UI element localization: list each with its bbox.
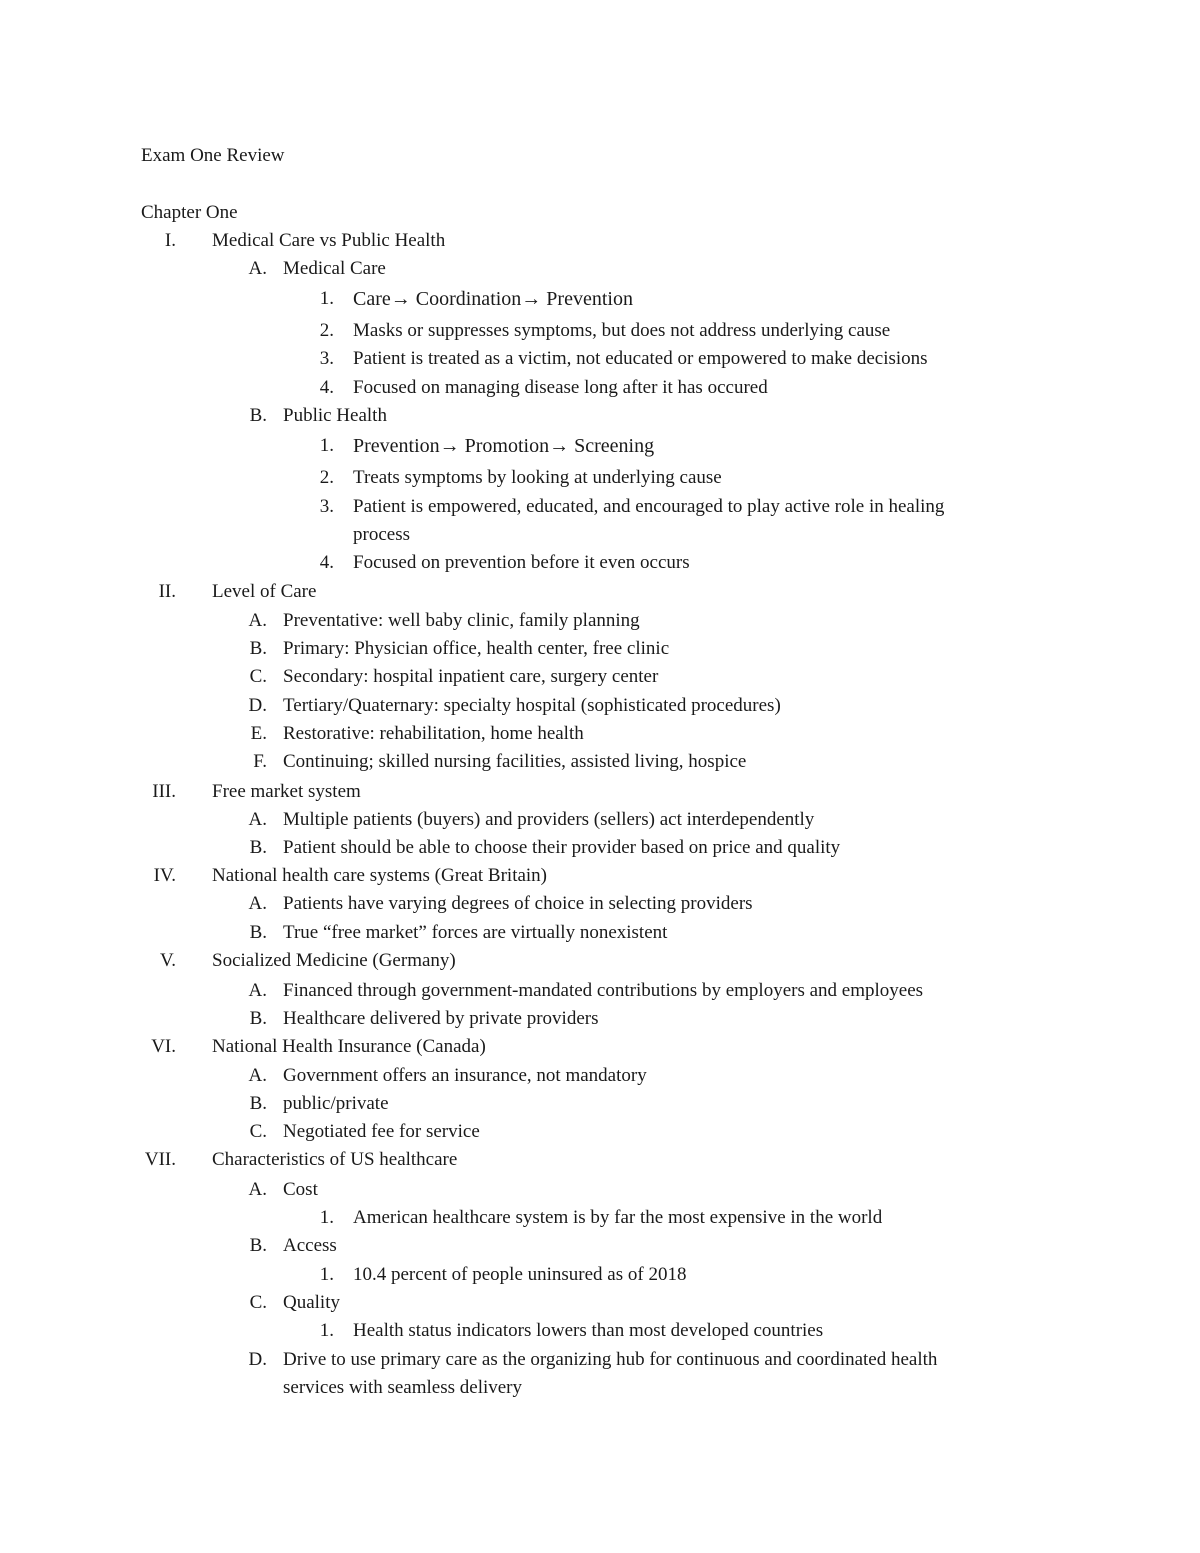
section-marker: VII. <box>144 1149 176 1170</box>
item-marker: 1. <box>319 435 334 456</box>
subsection-marker: C. <box>249 1292 267 1313</box>
list-item: Patient is treated as a victim, not educated or empowered to make decisions <box>353 348 928 369</box>
subsection-heading: Quality <box>283 1292 340 1313</box>
list-item: Health status indicators lowers than most developed countries <box>353 1320 824 1341</box>
subsection-heading: Access <box>283 1235 337 1256</box>
section-heading: Characteristics of US healthcare <box>212 1149 458 1170</box>
list-item: Patients have varying degrees of choice in selecting providers <box>283 893 753 914</box>
subsection-marker: E. <box>250 723 267 744</box>
list-item: Treats symptoms by looking at underlying cause <box>353 467 722 488</box>
subsection-marker: C. <box>249 1121 267 1142</box>
list-item: Care→ Coordination→ Prevention <box>353 288 633 310</box>
list-item: Drive to use primary care as the organizing hub for continuous and coordinated health <box>283 1349 938 1370</box>
subsection-marker: C. <box>249 666 267 687</box>
list-item: Primary: Physician office, health center, free clinic <box>283 638 670 659</box>
list-item: Multiple patients (buyers) and providers (sellers) act interdependently <box>283 809 815 830</box>
list-item: Negotiated fee for service <box>283 1121 480 1142</box>
section-marker: I. <box>164 230 176 251</box>
subsection-heading: Public Health <box>283 405 387 426</box>
section-marker: V. <box>159 950 176 971</box>
subsection-marker: F. <box>253 751 267 772</box>
subsection-heading: Medical Care <box>283 258 386 279</box>
subsection-heading: Cost <box>283 1179 318 1200</box>
list-item-continuation: services with seamless delivery <box>283 1377 523 1398</box>
section-heading: Medical Care vs Public Health <box>212 230 446 251</box>
list-item: Continuing; skilled nursing facilities, assisted living, hospice <box>283 751 747 772</box>
subsection-marker: A. <box>248 258 267 279</box>
list-item: Preventative: well baby clinic, family planning <box>283 610 640 631</box>
subsection-marker: D. <box>248 1349 267 1370</box>
subsection-marker: A. <box>248 1179 267 1200</box>
list-item: Patient is empowered, educated, and encouraged to play active role in healing <box>353 496 945 517</box>
subsection-marker: A. <box>248 893 267 914</box>
list-item: Prevention→ Promotion→ Screening <box>353 435 655 457</box>
section-heading: Level of Care <box>212 581 317 602</box>
subsection-marker: B. <box>249 1008 267 1029</box>
section-heading: Free market system <box>212 781 361 802</box>
section-marker: III. <box>152 781 176 802</box>
section-heading: National Health Insurance (Canada) <box>212 1036 486 1057</box>
item-marker: 2. <box>319 320 334 341</box>
subsection-marker: A. <box>248 1065 267 1086</box>
item-marker: 4. <box>319 377 334 398</box>
item-marker: 1. <box>319 1207 334 1228</box>
list-item: Financed through government-mandated contributions by employers and employees <box>283 980 924 1001</box>
section-marker: IV. <box>153 865 176 886</box>
section-heading: National health care systems (Great Britain) <box>212 865 548 886</box>
item-marker: 1. <box>319 1264 334 1285</box>
subsection-marker: B. <box>249 638 267 659</box>
subsection-marker: D. <box>248 695 267 716</box>
chapter-heading: Chapter One <box>141 202 238 223</box>
item-marker: 2. <box>319 467 334 488</box>
section-heading: Socialized Medicine (Germany) <box>212 950 456 971</box>
list-item: True “free market” forces are virtually nonexistent <box>283 922 668 943</box>
subsection-marker: B. <box>249 405 267 426</box>
subsection-marker: B. <box>249 1093 267 1114</box>
item-marker: 3. <box>319 496 334 517</box>
list-item: Government offers an insurance, not mandatory <box>283 1065 647 1086</box>
list-item: Restorative: rehabilitation, home health <box>283 723 584 744</box>
list-item: Secondary: hospital inpatient care, surgery center <box>283 666 659 687</box>
item-marker: 4. <box>319 552 334 573</box>
item-marker: 3. <box>319 348 334 369</box>
list-item: public/private <box>283 1093 389 1114</box>
document-title: Exam One Review <box>141 145 285 166</box>
item-marker: 1. <box>319 1320 334 1341</box>
list-item: Patient should be able to choose their provider based on price and quality <box>283 837 841 858</box>
list-item: Healthcare delivered by private providers <box>283 1008 599 1029</box>
section-marker: VI. <box>151 1036 176 1057</box>
subsection-marker: A. <box>248 809 267 830</box>
list-item: 10.4 percent of people uninsured as of 2018 <box>353 1264 687 1285</box>
list-item-continuation: process <box>353 524 410 545</box>
subsection-marker: A. <box>248 980 267 1001</box>
subsection-marker: B. <box>249 837 267 858</box>
list-item: Focused on managing disease long after it has occured <box>353 377 768 398</box>
list-item: American healthcare system is by far the most expensive in the world <box>353 1207 883 1228</box>
list-item: Masks or suppresses symptoms, but does not address underlying cause <box>353 320 891 341</box>
subsection-marker: B. <box>249 922 267 943</box>
item-marker: 1. <box>319 288 334 309</box>
section-marker: II. <box>158 581 176 602</box>
list-item: Tertiary/Quaternary: specialty hospital (sophisticated procedures) <box>283 695 781 716</box>
list-item: Focused on prevention before it even occurs <box>353 552 690 573</box>
subsection-marker: A. <box>248 610 267 631</box>
subsection-marker: B. <box>249 1235 267 1256</box>
